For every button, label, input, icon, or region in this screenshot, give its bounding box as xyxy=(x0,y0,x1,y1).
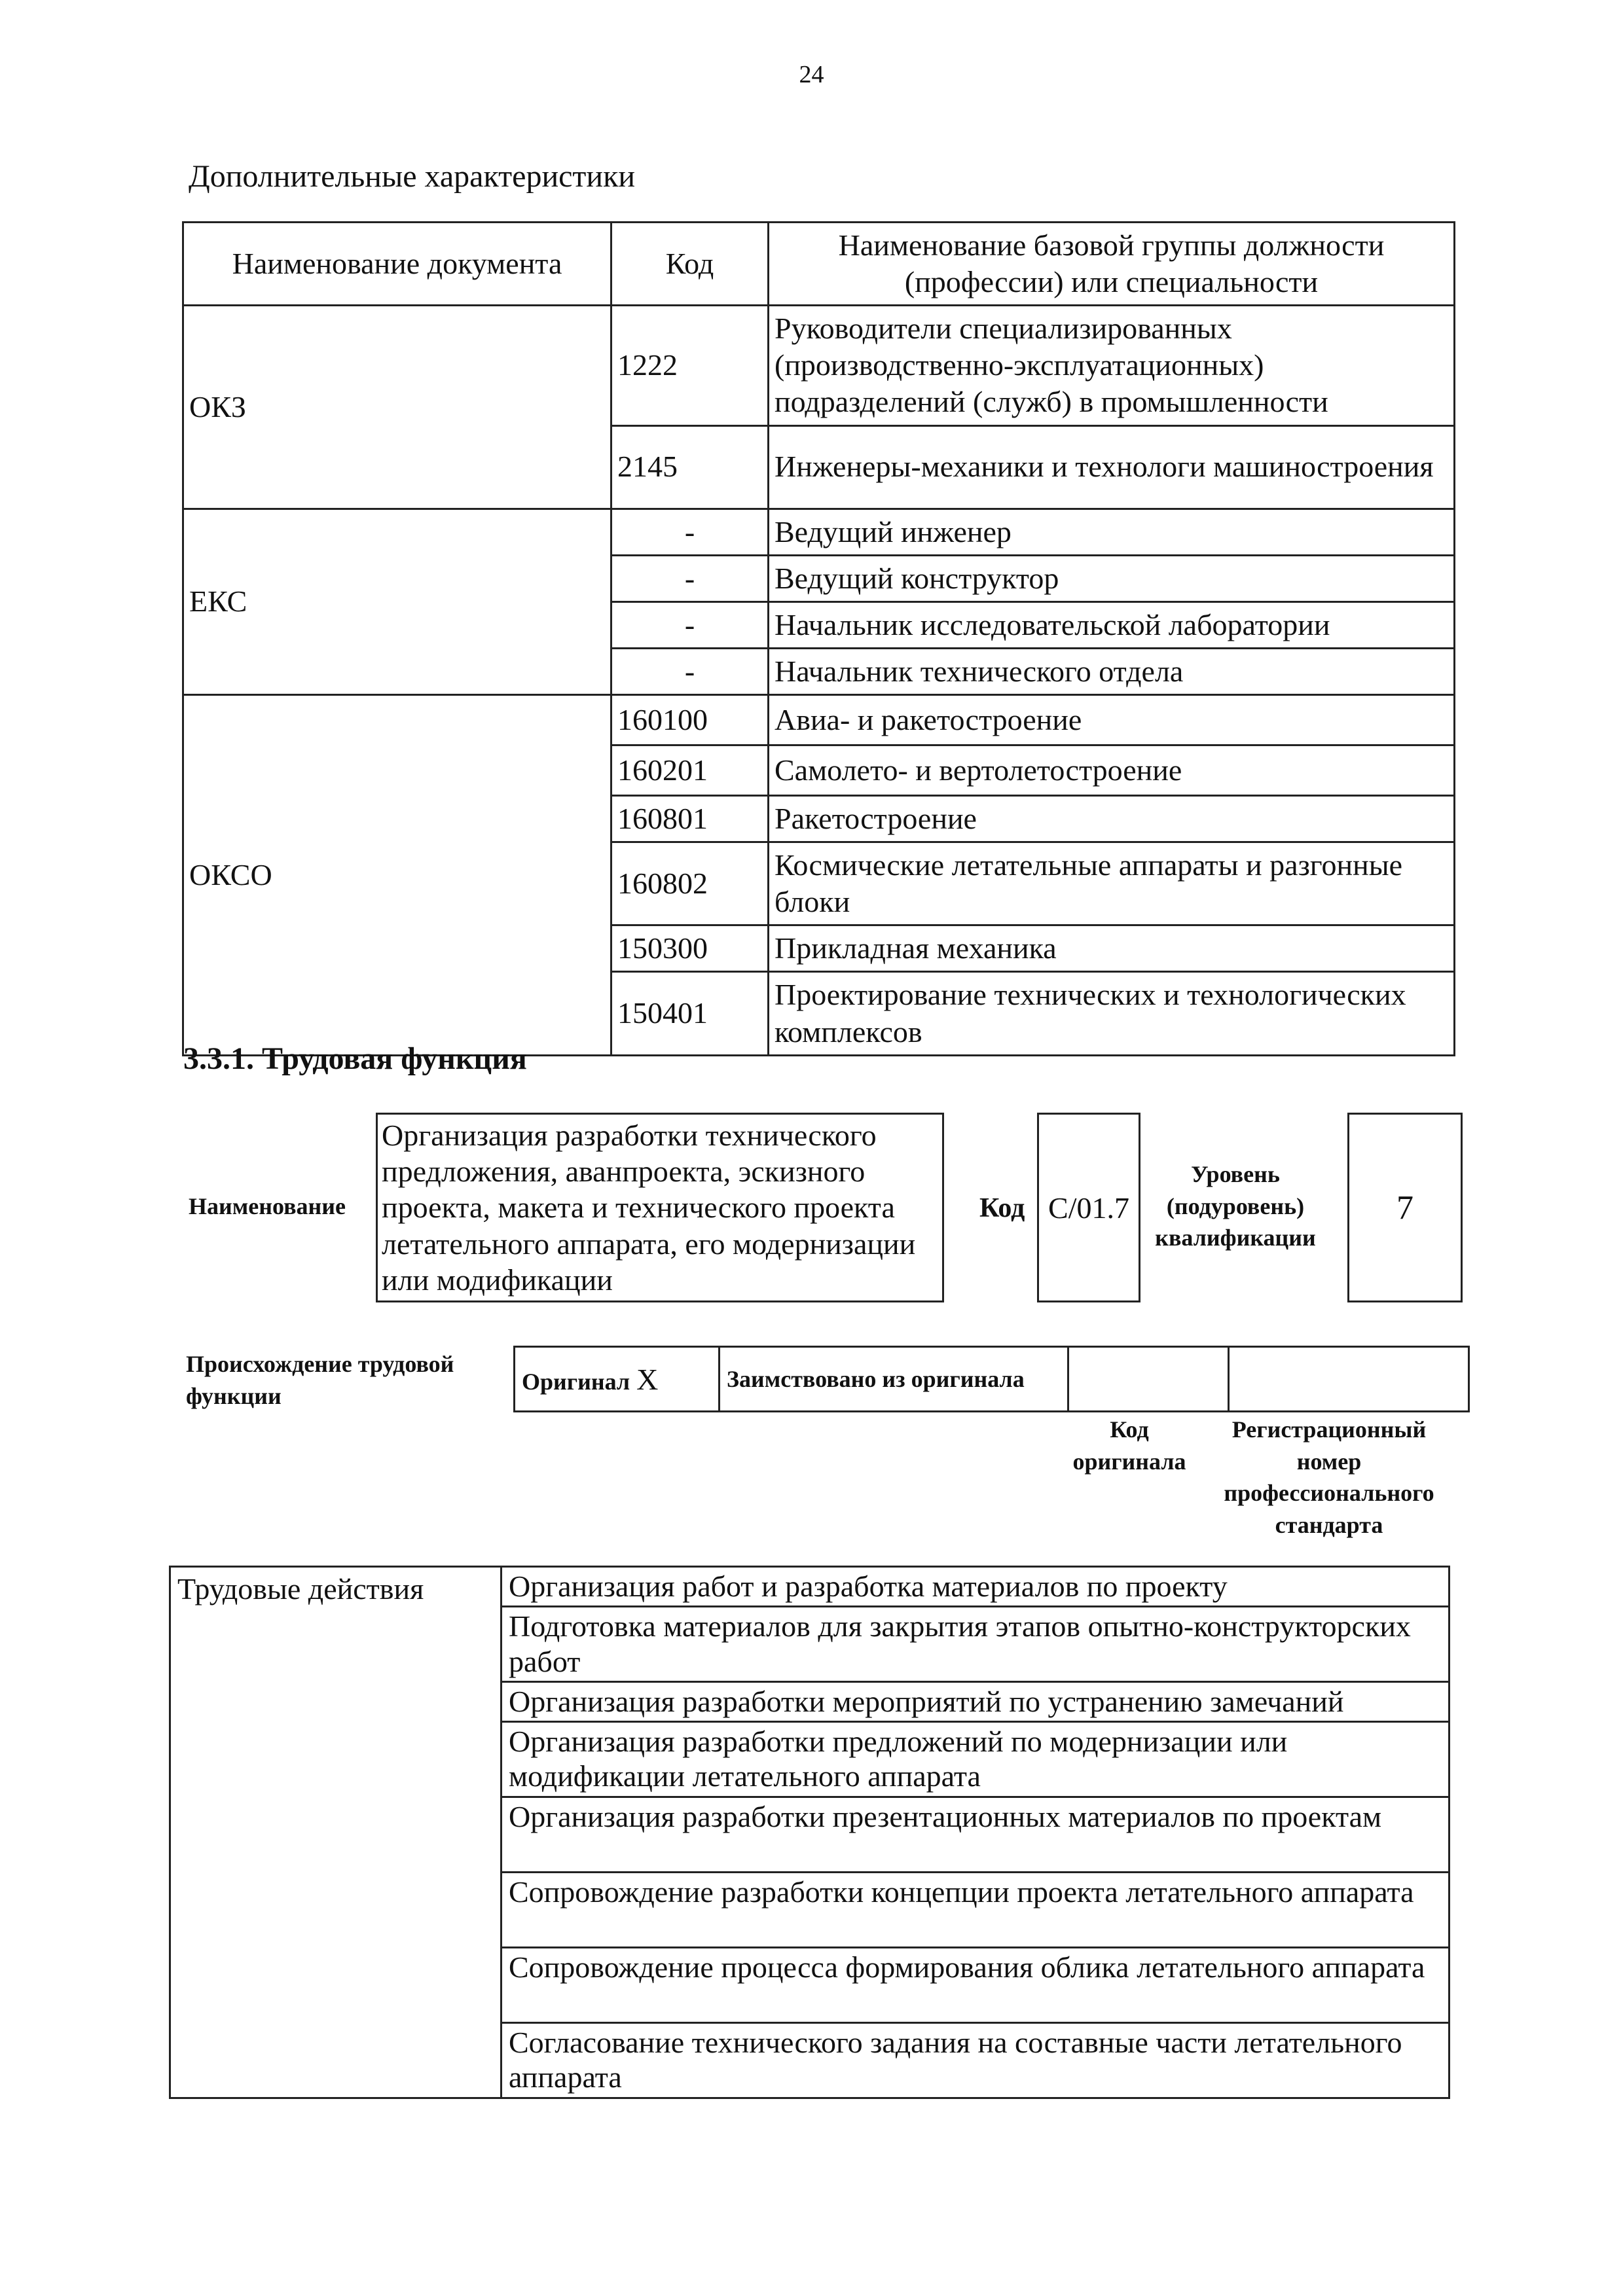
qualification-level xyxy=(1347,1113,1463,1302)
labor-actions-table xyxy=(169,1566,1450,2099)
labor-function-code xyxy=(1037,1113,1140,1302)
name-cell: Космические летательные аппараты и разгонные блоки xyxy=(769,842,1455,925)
labor-actions-label: Трудовые действия xyxy=(170,1567,501,2098)
qualification-level-value: 7 xyxy=(1396,1189,1413,1227)
name-cell: Авиа- и ракетостроение xyxy=(769,694,1455,745)
code-cell: - xyxy=(611,601,769,648)
name-cell: Ракетостроение xyxy=(769,795,1455,842)
name-cell: Инженеры-механики и технологи машиностроения xyxy=(769,425,1455,509)
labor-action-item: Согласование технического задания на составные части летательного аппарата xyxy=(501,2022,1450,2098)
labor-function-code-value: C/01.7 xyxy=(1048,1191,1129,1225)
table-row xyxy=(183,509,1455,555)
code-cell: - xyxy=(611,648,769,694)
reg-number-label: Регистрационный номер профессионального стандарта xyxy=(1224,1416,1434,1538)
table-header-row xyxy=(183,223,1455,306)
additional-characteristics-table xyxy=(182,221,1455,1056)
labor-action-item: Организация разработки предложений по модернизации или модификации летательного аппарата xyxy=(501,1721,1450,1797)
origin-label: Происхождение трудовой функции xyxy=(186,1351,454,1409)
code-cell: - xyxy=(611,555,769,601)
name-label: Наименование xyxy=(189,1193,346,1219)
labor-action-item: Организация разработки мероприятий по устранению замечаний xyxy=(501,1681,1450,1721)
header-document: Наименование документа xyxy=(183,223,611,306)
name-cell: Прикладная механика xyxy=(769,925,1455,972)
name-cell: Ведущий инженер xyxy=(769,509,1455,555)
original-code-label: Код оригинала xyxy=(1072,1416,1186,1475)
doc-eks: ЕКС xyxy=(183,509,611,694)
name-cell: Начальник технического отдела xyxy=(769,648,1455,694)
original-label: Оригинал xyxy=(522,1368,630,1395)
origin-table xyxy=(513,1346,1470,1412)
table-row xyxy=(170,1567,1450,1607)
original-mark: X xyxy=(636,1362,659,1396)
name-cell: Руководители специализированных (производственно-эксплуатационных) подразделений (служб) в промышленности xyxy=(769,306,1455,425)
qualification-level-label: Уровень (подуровень) квалификации xyxy=(1155,1161,1316,1251)
table-row xyxy=(183,306,1455,425)
code-cell: 150401 xyxy=(611,972,769,1055)
name-cell: Самолето- и вертолетостроение xyxy=(769,745,1455,795)
additional-characteristics-title: Дополнительные характеристики xyxy=(189,159,636,194)
code-label: Код xyxy=(979,1193,1025,1223)
code-cell: 160201 xyxy=(611,745,769,795)
table-row xyxy=(183,694,1455,745)
name-cell: Ведущий конструктор xyxy=(769,555,1455,601)
header-code: Код xyxy=(611,223,769,306)
labor-action-item: Организация работ и разработка материалов по проекту xyxy=(501,1567,1450,1607)
code-cell: 160100 xyxy=(611,694,769,745)
code-cell: 2145 xyxy=(611,425,769,509)
labor-function-heading: 3.3.1. Трудовая функция xyxy=(183,1041,527,1076)
page-number: 24 xyxy=(799,61,824,88)
code-cell: 1222 xyxy=(611,306,769,425)
code-cell: 160801 xyxy=(611,795,769,842)
original-cell xyxy=(515,1347,720,1412)
code-cell: 150300 xyxy=(611,925,769,972)
borrowed-label: Заимствовано из оригинала xyxy=(720,1347,1068,1412)
labor-action-item: Сопровождение процесса формирования облика летательного аппарата xyxy=(501,1947,1450,2022)
doc-okso: ОКСО xyxy=(183,694,611,1055)
table-row xyxy=(515,1347,1469,1412)
code-cell: - xyxy=(611,509,769,555)
reg-number-cell xyxy=(1229,1347,1469,1412)
name-cell: Проектирование технических и технологических комплексов xyxy=(769,972,1455,1055)
name-cell: Начальник исследовательской лаборатории xyxy=(769,601,1455,648)
labor-action-item: Подготовка материалов для закрытия этапов опытно-конструкторских работ xyxy=(501,1606,1450,1681)
original-code-cell xyxy=(1068,1347,1229,1412)
header-name: Наименование базовой группы должности (профессии) или специальности xyxy=(769,223,1455,306)
labor-action-item: Организация разработки презентационных материалов по проектам xyxy=(501,1797,1450,1872)
labor-action-item: Сопровождение разработки концепции проекта летательного аппарата xyxy=(501,1872,1450,1947)
code-cell: 160802 xyxy=(611,842,769,925)
doc-okz: ОКЗ xyxy=(183,306,611,509)
labor-function-name: Организация разработки технического предложения, аванпроекта, эскизного проекта, макета и технического проекта летательного аппарата, его модернизации или модификации xyxy=(376,1113,944,1302)
